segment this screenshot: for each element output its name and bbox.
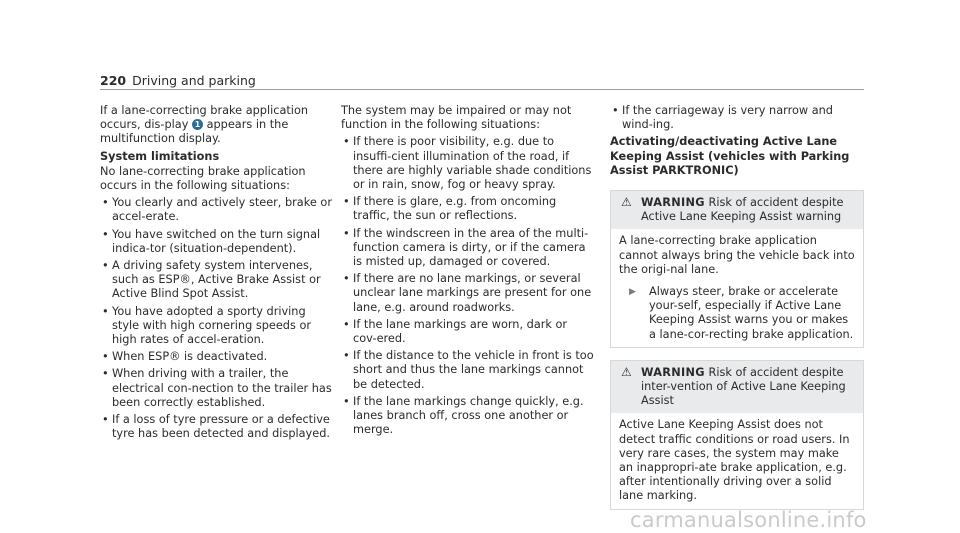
warning-triangle-icon: ⚠ [621, 195, 632, 210]
warning-title: Risk of accident despite inter-vention of Active Lane Keeping Assist [641, 365, 846, 408]
warning-box-2 [610, 360, 864, 510]
continued-list [610, 104, 864, 132]
lead-text: The system may be impaired or may not function in the following situations: [341, 104, 572, 132]
warning-body: Active Lane Keeping Assist does not detect traffic conditions or road users. In very rare cases, the system may make an inappropri-ate brake application, e.g. after intentionally driving over a solid lane marking. [619, 418, 850, 503]
list-item: • If there are no lane markings, or several unclear lane markings are present for one lane, e.g. around roadworks. [341, 272, 594, 315]
warning-triangle-icon: ⚠ [621, 364, 632, 379]
warning-label: WARNING [641, 196, 705, 210]
arrow-right-icon: ▶ [629, 287, 636, 298]
warning-body: A lane-correcting brake application cannot always bring the vehicle back into the origi-nal lane. ▶ Always steer, brake or accelerate your-self, especially if Active Lane Keeping Assist warns you or makes a lane-cor-recting brake application. [619, 234, 855, 341]
list-item: • You have adopted a sporty driving style with high cornering speeds or high rates of accel-eration. [100, 305, 332, 348]
list-item: • If the windscreen in the area of the multi-function camera is dirty, or if the camera is misted up, damaged or covered. [341, 227, 594, 270]
page-header [100, 70, 864, 89]
list-item: • When driving with a trailer, the electrical con-nection to the trailer has been correctly established. [100, 367, 332, 410]
list-item: • If the lane markings are worn, dark or cov-ered. [341, 318, 594, 346]
warning-label: WARNING [641, 365, 705, 379]
limitations-list [100, 196, 332, 441]
watermark: carmanualsonline.info [630, 508, 867, 532]
list-item: • If the lane markings change quickly, e.g. lanes branch off, cross one another or merge. [341, 395, 594, 438]
column-2 [341, 104, 594, 440]
callout-badge: 1 [192, 119, 203, 130]
list-item: • You have switched on the turn signal indica-tor (situation-dependent). [100, 228, 332, 256]
list-item: • If the distance to the vehicle in front is too short and thus the lane markings cannot be detected. [341, 349, 594, 392]
header-rule [100, 89, 864, 90]
list-item: • When ESP® is deactivated. [100, 350, 332, 364]
list-item: • If there is glare, e.g. from oncoming traffic, the sun or reflections. [341, 195, 594, 223]
list-item: • You clearly and actively steer, brake or accel-erate. [100, 196, 332, 224]
heading-activating: Activating/deactivating Active Lane Keeping Assist (vehicles with Parking Assist PARKTRONIC) [610, 135, 850, 177]
column-1 [100, 104, 332, 444]
section-title: Driving and parking [132, 73, 256, 88]
warning-header [611, 191, 863, 229]
page-number: 220 [100, 73, 127, 88]
impairment-list [341, 135, 594, 437]
lead-text: No lane-correcting brake application occurs in the following situations: [100, 164, 306, 193]
intro-paragraph: If a lane-correcting brake application occurs, dis-play 1 appears in the multifunction display. [100, 104, 309, 146]
warning-title: Risk of accident despite Active Lane Keeping Assist warning [641, 196, 844, 224]
warning-action: ▶ Always steer, brake or accelerate your-self, especially if Active Lane Keeping Assist warns you or makes a lane-cor-recting brake application. [629, 285, 854, 341]
warning-header [611, 361, 863, 414]
column-3 [610, 104, 864, 518]
list-item: • If the carriageway is very narrow and wind-ing. [610, 104, 864, 132]
warning-box-1 [610, 190, 864, 348]
list-item: • If a loss of tyre pressure or a defective tyre has been detected and displayed. [100, 413, 332, 441]
list-item: • A driving safety system intervenes, such as ESP®, Active Brake Assist or Active Blind Spot Assist. [100, 259, 332, 302]
list-item: • If there is poor visibility, e.g. due to insuffi-cient illumination of the road, if there are highly variable shade conditions or in rain, snow, fog or heavy spray. [341, 135, 594, 192]
heading-system-limitations: System limitations [100, 149, 220, 163]
